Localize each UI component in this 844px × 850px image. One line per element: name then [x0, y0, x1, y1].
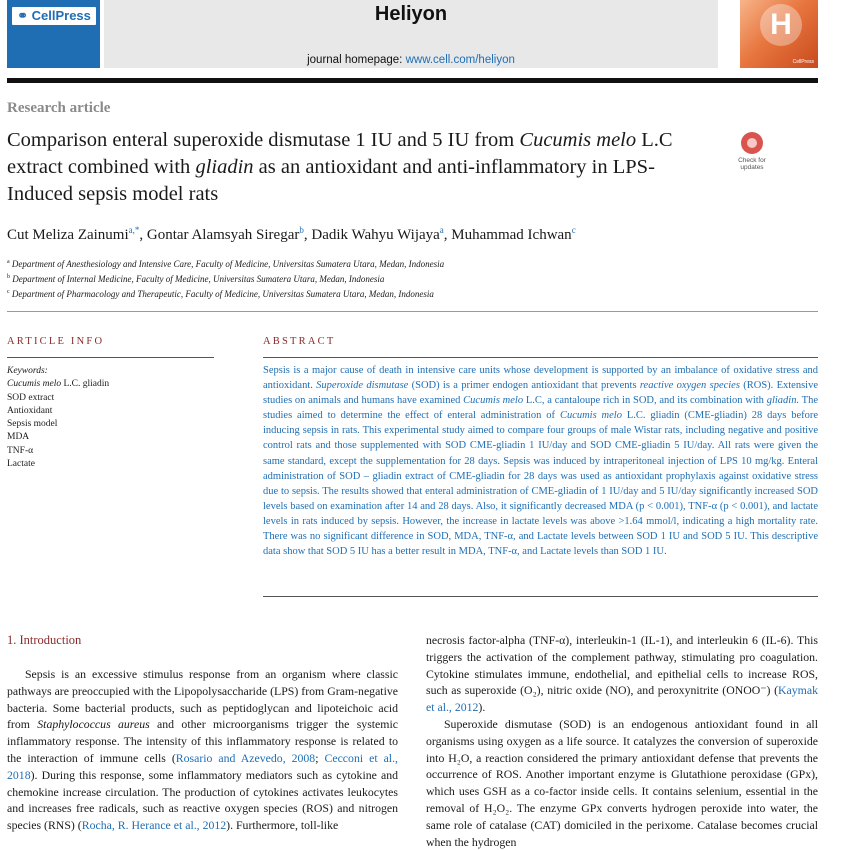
intro-left-column: [7, 666, 398, 834]
author-name[interactable]: Gontar Alamsyah Siregar: [146, 227, 300, 243]
article-info-rule: [7, 357, 214, 358]
intro-right-column: [426, 632, 818, 850]
affiliations: [7, 256, 444, 301]
journal-homepage: [104, 54, 718, 66]
author-name[interactable]: Muhammad Ichwan: [451, 227, 572, 243]
header-divider: [7, 78, 818, 83]
intro-paragraph: Superoxide dismutase (SOD) is an endogenous antioxidant found in all organisms using oxygen as a life source. It catalyzes the conversion of superoxide into H₂O, a reaction considered the primary antioxidant defense that prevents the occurrence of ROS. Another important enzyme is Glutathione peroxidase (GPx), which uses GSH as a co-factor inside cells. It contains selenium, essential in the removal of H₂O₂. The enzyme GPx converts hydrogen peroxide into water, the same role of catalase (CAT) domiciled in the perixome. Catalase becomes crucial when the hydrogen: [426, 716, 818, 849]
keyword: TNF-α: [7, 445, 34, 456]
author-affil-sup[interactable]: c: [571, 225, 576, 235]
cellpress-logo-text: ⚭ CellPress: [12, 7, 96, 25]
citation-link[interactable]: Cecconi et al., 2018: [7, 750, 398, 782]
article-info-heading: ARTICLE INFO: [7, 336, 105, 347]
link-icon: ⚭: [17, 8, 32, 23]
section-divider: [7, 311, 818, 312]
article-title: Comparison enteral superoxide dismutase 1 IU and 5 IU from Cucumis melo L.C extract combined with gliadin as an antioxidant and anti-inflammatory in LPS-Induced sepsis model rats: [7, 129, 673, 205]
abstract-rule: [263, 357, 818, 358]
intro-paragraph: necrosis factor-alpha (TNF-α), interleukin-1 (IL-1), and interleukin 6 (IL-6). This triggers the activation of the complement pathway, stimulating pro coagulation. Cytokine stimulates immune, endothelial, and epithelial cells to increase ROS, such as superoxide (O₂), nitric oxide (NO), and peroxynitrite (ONOO⁻) (Kaymak et al., 2012).: [426, 633, 818, 715]
author-list: Cut Meliza Zainumi$^{a,*}$, Gontar Alamsyah Siregar$^b$, Dadik Wahyu Wijaya$^a$, Muhammad Ichwan$^c$: [7, 225, 576, 243]
check-updates-icon: [741, 132, 763, 154]
homepage-link[interactable]: www.cell.com/heliyon: [405, 54, 515, 66]
affiliation: $^b$ Department of Internal Medicine, Faculty of Medicine, Universitas Sumatera Utara, Medan, Indonesia: [7, 274, 385, 284]
affiliation: $^c$ Department of Pharmacology and Therapeutic, Faculty of Medicine, Universitas Sumatera Utara, Medan, Indonesia: [7, 289, 434, 299]
cellpress-logo[interactable]: [7, 0, 100, 68]
keyword: SOD extract: [7, 392, 55, 403]
author-affil-sup[interactable]: a: [439, 225, 444, 235]
cover-h-letter: H: [760, 4, 802, 46]
author-name[interactable]: Cut Meliza Zainumi: [7, 227, 129, 243]
abstract-heading: ABSTRACT: [263, 336, 336, 347]
keyword: Lactate: [7, 459, 35, 470]
journal-cover-image[interactable]: [740, 0, 818, 68]
author-affil-sup[interactable]: b: [299, 225, 304, 235]
abstract-text: Sepsis is a major cause of death in intensive care units whose development is supported by an imbalance of oxidative stress and antioxidant. Superoxide dismutase (SOD) is a primer endogen antioxidant that prevents reactive oxygen species (ROS). Extensive studies on animals and humans have examined Cucumis melo L.C, a cantaloupe rich in SOD, and its combination with gliadin. The studies aimed to determine the effect of enteral administration of Cucumis melo L.C. gliadin (CME-gliadin) 28 days before inducing sepsis in rats. This experimental study aimed to compare four groups of male Wistar rats, including negative and positive control rats and those supplemented with SOD CME-gliadin 1 IU/day and SOD CME-gliadin 5 IU/day. All rats were given the same standard, except the supplementation for 28 days. Sepsis was induced by intraperitoneal injection of LPS 10 mg/kg. Enteral administration of SOD – gliadin extract of CME-gliadin for 28 days was used as antioxidant prophylaxis against oxidative stress due to sepsis. The results showed that enteral administration of CME-gliadin of 1 IU/day and 5 IU/day significantly increased SOD levels based on examination after 14 and 28 days. Also, it significantly decreased MDA (p < 0.001), TNF-α (p < 0.001), and lactate levels in rats induced by sepsis. However, the increase in lactate levels was above >1.64 mmol/l, indicating a high mortality rate. There was no significant difference in SOD, MDA, TNF-α, and Lactate levels between SOD 1 IU and SOD 5 IU. This descriptive data show that SOD 5 IU has a better result in MDA, TNF-α, and Lactate levels than SOD 1 IU.: [263, 365, 819, 558]
homepage-label: journal homepage:: [307, 54, 403, 66]
keyword: Sepsis model: [7, 419, 58, 430]
abstract-bottom-rule: [263, 596, 818, 597]
journal-title: Heliyon: [374, 3, 448, 25]
journal-header: [104, 0, 718, 68]
citation-link[interactable]: Rosario and Azevedo, 2008: [175, 750, 316, 765]
keywords-list: [7, 365, 109, 471]
check-for-updates-button[interactable]: [732, 132, 772, 174]
check-updates-label: Check for updates: [738, 157, 766, 171]
intro-paragraph: Sepsis is an excessive stimulus response from an organism where classic pathways are preoccupied with the Lipopolysaccharide (LPS) from Gram-negative bacteria. Some bacterial products, such as peptidoglycan and lipoteichoic acid from Staphylococcus aureus and other microorganisms trigger the systemic inflammatory response. The intensity of this inflammatory response is related to the interaction of immune cells (Rosario and Azevedo, 2008; Cecconi et al., 2018). During this response, some inflammatory mediators such as cytokine and chemokine increase circulation. The production of cytokines activates leukocytes and increases free radicals, such as reactive oxygen species (ROS) and nitrogen species (RNS) (Rocha, R. Herance et al., 2012). Furthermore, toll-like: [7, 667, 398, 833]
author-name[interactable]: Dadik Wahyu Wijaya: [311, 227, 440, 243]
author-affil-sup[interactable]: a,*: [128, 225, 140, 235]
cover-publisher: CellPress: [792, 59, 814, 65]
keywords-label: Keywords:: [7, 366, 48, 376]
introduction-heading: 1. Introduction: [7, 633, 82, 647]
affiliation: $^a$ Department of Anesthesiology and Intensive Care, Faculty of Medicine, Universitas Sumatera Utara, Medan, Indonesia: [7, 259, 445, 269]
keyword: MDA: [7, 432, 30, 443]
keyword: Cucumis melo L.C. gliadin: [7, 379, 110, 390]
citation-link[interactable]: Kaymak et al., 2012: [426, 683, 818, 715]
keyword: Antioxidant: [7, 405, 53, 416]
citation-link[interactable]: Rocha, R. Herance et al., 2012: [81, 818, 227, 833]
article-type: Research article: [7, 100, 111, 116]
